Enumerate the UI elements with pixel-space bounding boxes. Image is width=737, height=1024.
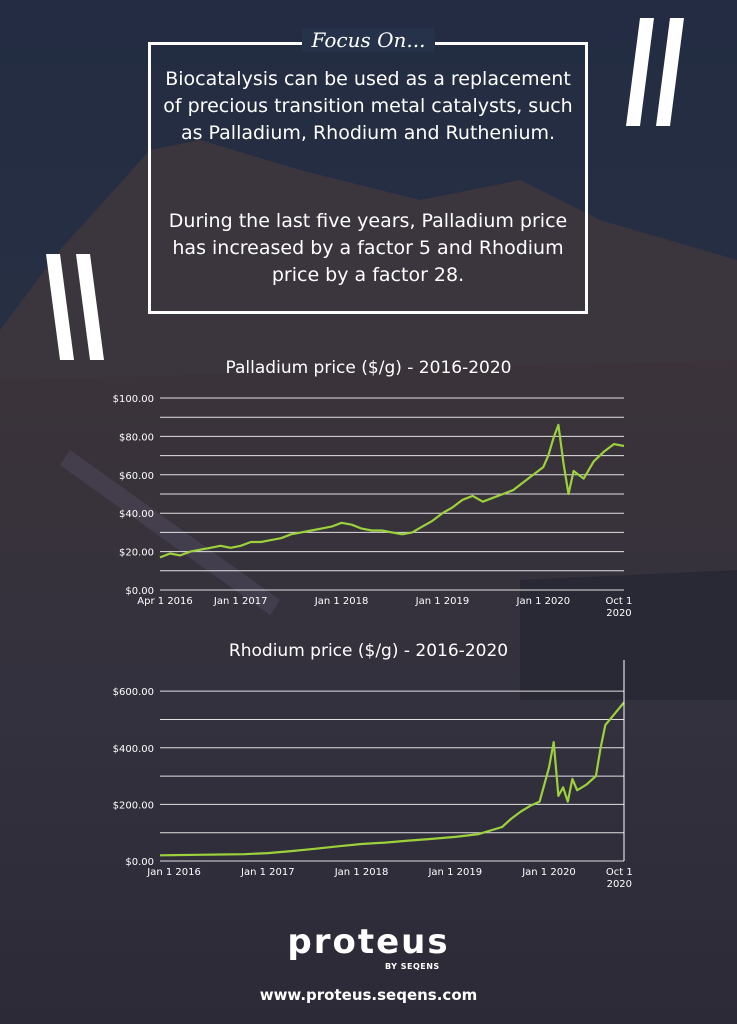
intro-paragraph-2: During the last five years, Palladium price has increased by a factor 5 and Rhodium price by a factor 28. — [168, 210, 568, 286]
y-tick-label: $600.00 — [112, 687, 154, 699]
website-link[interactable]: www.proteus.seqens.com — [259, 986, 478, 1004]
y-tick-label: $60.00 — [119, 470, 154, 482]
x-tick-label: Jan 1 2017 — [213, 596, 268, 607]
x-tick-label: Apr 1 2016 — [137, 596, 193, 607]
y-tick-label: $100.00 — [112, 394, 154, 405]
x-tick-label: Jan 1 2018 — [334, 867, 389, 878]
palladium-chart-title: Palladium price ($/g) - 2016-2020 — [225, 358, 512, 378]
x-tick-label: 2020 — [606, 608, 632, 619]
y-tick-label: $80.00 — [119, 432, 154, 444]
intro-paragraph-1: Biocatalysis can be used as a replacement of precious transition metal catalysts, such as Palladium, Rhodium and Ruthenium. — [163, 68, 573, 144]
y-tick-label: $0.00 — [125, 857, 154, 868]
y-tick-label: $40.00 — [119, 509, 154, 521]
x-tick-label: Jan 1 2017 — [241, 867, 295, 878]
rhodium-chart-title: Rhodium price ($/g) - 2016-2020 — [228, 641, 509, 661]
y-tick-label: $0.00 — [125, 586, 154, 597]
focus-label: Focus On... — [302, 28, 436, 52]
seqens-byline: BY SEQENS — [385, 962, 440, 971]
x-tick-label: Jan 1 2019 — [415, 596, 470, 607]
x-tick-label: Oct 1 — [605, 867, 633, 878]
x-tick-label: Jan 1 2019 — [428, 867, 483, 878]
proteus-logo: proteus — [287, 922, 450, 962]
double-slash-icon-left — [46, 254, 106, 360]
palladium-price-chart — [0, 385, 737, 625]
x-tick-label: Jan 1 2018 — [314, 596, 369, 607]
x-tick-label: Oct 1 — [605, 596, 633, 607]
y-tick-label: $400.00 — [112, 743, 154, 755]
price-line — [160, 425, 624, 558]
x-tick-label: Jan 1 2016 — [147, 867, 201, 878]
y-tick-label: $200.00 — [112, 800, 154, 812]
rhodium-price-chart — [0, 655, 737, 900]
double-slash-icon-top-right — [626, 18, 686, 126]
y-tick-label: $20.00 — [119, 547, 154, 559]
x-tick-label: Jan 1 2020 — [522, 867, 576, 878]
x-tick-label: Jan 1 2020 — [516, 596, 571, 607]
x-tick-label: 2020 — [606, 879, 633, 890]
